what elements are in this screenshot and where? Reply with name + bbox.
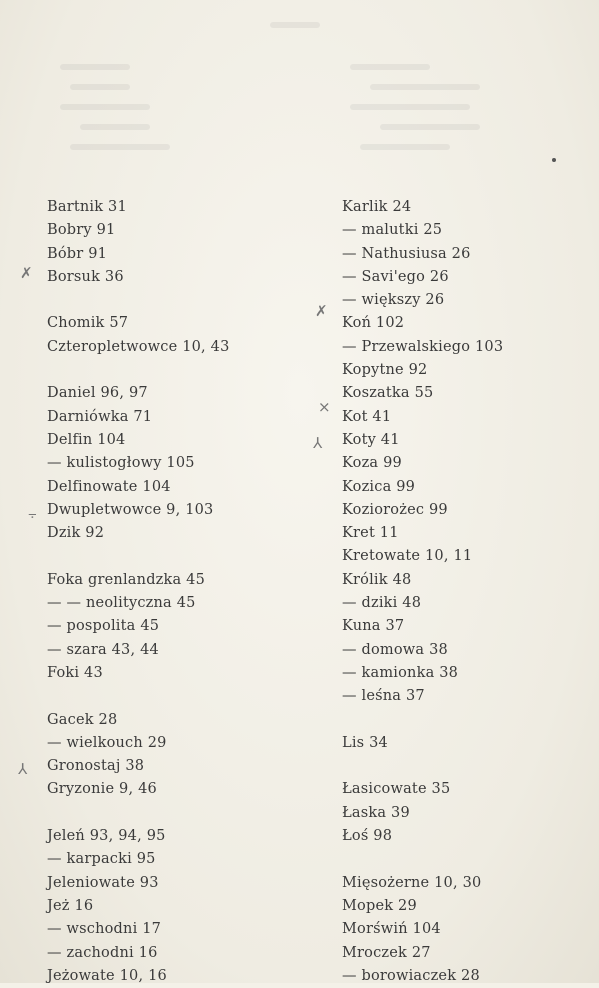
index-entry: Gacek 28 [47,711,118,728]
pencil-check-mark: ✗ [20,264,33,282]
index-entry: Chomik 57 [47,315,129,332]
index-entry: — szara 43, 44 [47,641,159,658]
index-entry: Bobry 91 [47,222,116,239]
index-entry: — domowa 38 [342,641,448,658]
index-entry: Koń 102 [342,315,405,332]
index-entry: Koty 41 [342,431,400,448]
index-entry: — kamionka 38 [342,664,459,681]
index-entry: Bartnik 31 [47,199,127,215]
index-entry: — pospolita 45 [47,618,160,635]
index-entry: Daniel 96, 97 [47,385,148,402]
pencil-check-mark: ⨪ [28,504,37,522]
index-entry: Jeżowate 10, 16 [47,967,167,984]
index-entry: Morświń 104 [342,921,441,938]
index-entry: — dziki 48 [342,595,422,612]
index-entry: Kot 41 [342,408,392,425]
index-entry: — Przewalskiego 103 [342,338,504,355]
index-column-right [342,196,592,988]
index-entry: Kret 11 [342,525,399,542]
index-entry: Jeż 16 [47,897,94,914]
index-entry: Delfin 104 [47,431,126,448]
index-entry: — borowiaczek 28 [342,967,480,984]
index-entry: Kozica 99 [342,478,416,495]
index-entry: Lis 34 [342,734,388,751]
index-entry: Kopytne 92 [342,362,428,379]
index-entry: — większy 26 [342,292,445,309]
pencil-check-mark: ✗ [315,302,328,320]
index-entry: — zachodni 16 [47,944,158,961]
index-entry: Dzik 92 [47,525,105,542]
index-entry: Kuna 37 [342,618,405,635]
index-column-left [47,196,297,988]
index-entry: Łoś 98 [342,828,393,845]
index-entry: — leśna 37 [342,688,425,705]
index-entry: Jeleń 93, 94, 95 [47,828,166,845]
index-entry: — wielkouch 29 [47,734,167,751]
pencil-check-mark: ⅄ [313,434,323,452]
index-entry: Królik 48 [342,571,412,588]
index-entry: Foki 43 [47,664,103,681]
index-entry: Jeleniowate 93 [47,874,159,891]
index-entry: Delfinowate 104 [47,478,171,495]
index-entry: Foka grenlandzka 45 [47,571,206,588]
index-entry: Gronostaj 38 [47,758,145,775]
bleed-through-text [0,0,599,170]
index-entry: — kulistogłowy 105 [47,455,195,472]
index-entry: — — neolityczna 45 [47,595,196,612]
index-entry: — karpacki 95 [47,851,156,868]
ink-speck [552,158,556,162]
index-entry: — Nathusiusa 26 [342,245,471,262]
index-entry: Czteropletwowce 10, 43 [47,338,230,355]
index-entry: Dwupletwowce 9, 103 [47,501,214,518]
index-entry: Gryzonie 9, 46 [47,781,157,798]
index-entry: Mroczek 27 [342,944,431,961]
index-entry: Borsuk 36 [47,268,124,285]
index-entry: Łaska 39 [342,804,410,821]
index-entry: Koza 99 [342,455,402,472]
index-entry: Koziorożec 99 [342,501,448,518]
index-entry: Karlik 24 [342,199,412,215]
index-entry: Mopek 29 [342,897,417,914]
pencil-check-mark: ⨯ [318,398,331,416]
pencil-check-mark: ⅄ [18,760,28,778]
index-entry: Kretowate 10, 11 [342,548,473,565]
index-entry: Łasicowate 35 [342,781,451,798]
index-entry: Bóbr 91 [47,245,108,262]
index-entry: — wschodni 17 [47,921,162,938]
index-entry: Mięsożerne 10, 30 [342,874,482,891]
index-entry: Darniówka 71 [47,408,153,425]
index-entry: — malutki 25 [342,222,443,239]
index-entry: — Savi'ego 26 [342,268,449,285]
index-entry: Koszatka 55 [342,385,434,402]
